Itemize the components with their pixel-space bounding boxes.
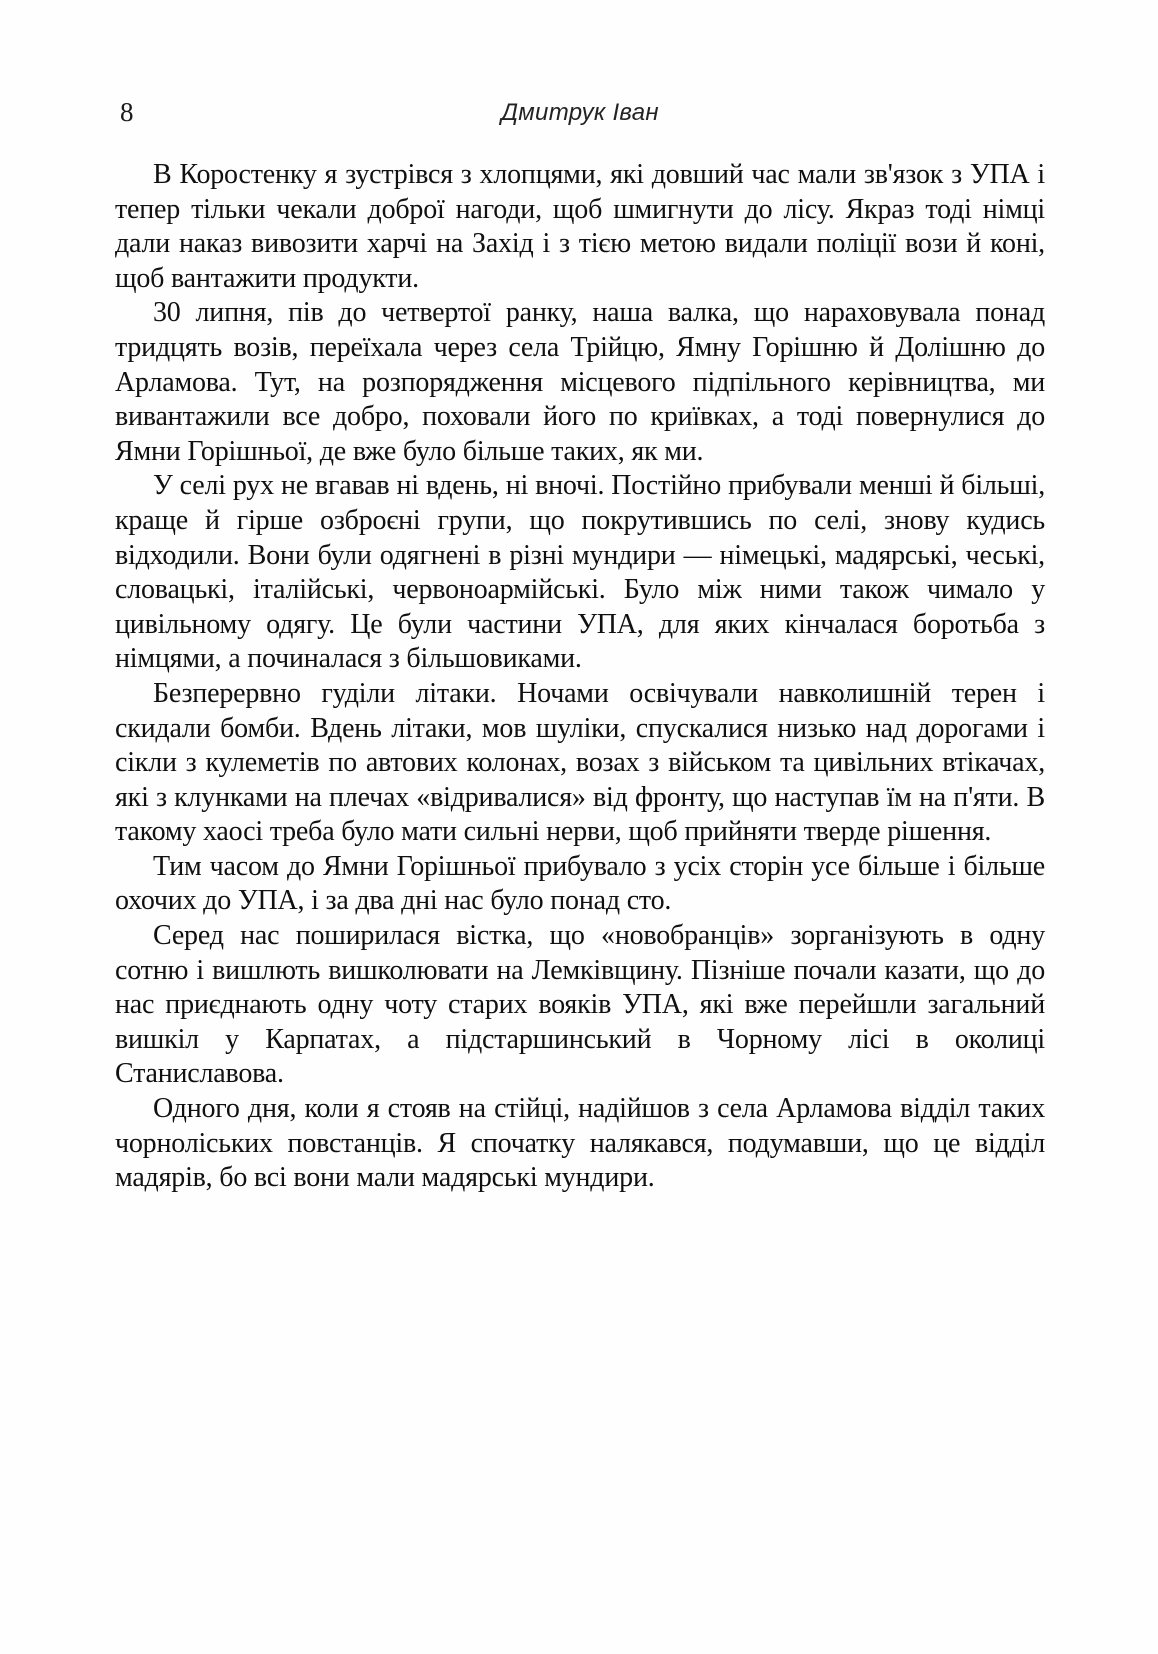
paragraph: 30 липня, пів до четвертої ранку, наша валка, що нараховувала понад тридцять возів, переїхала через села Трійцю, Ямну Горішню й Долішню до Арламова. Тут, на розпорядження місцевого підпільного керівництва, ми вивантажили все добро, поховали його по криївках, а тоді повернулися до Ямни Горішньої, де вже було більше таких, як ми. [115, 297, 1045, 467]
page-body-text [115, 158, 1045, 1196]
page-header [115, 96, 1045, 132]
running-header-author: Дмитрук Іван [501, 99, 659, 126]
paragraph: Безперервно гуділи літаки. Ночами освічували навколишній терен і скидали бомби. Вдень літаки, мов шуліки, спускалися низько над дорогами і сікли з кулеметів по автових колонах, возах з військом та цивільних втікачах, які з клунками на плечах «відривалися» від фронту, що наступав їм на п'яти. В такому хаосі треба було мати сильні нерви, щоб прийняти тверде рішення. [115, 677, 1045, 848]
paragraph: Серед нас поширилася вістка, що «новобранців» зорганізують в одну сотню і вишлють вишколювати на Лемківщину. Пізніше почали казати, що до нас приєднають одну чоту старих вояків УПА, які вже перейшли загальний вишкіл у Карпатах, а підстаршинський в Чорному лісі в околиці Станиславова. [115, 920, 1045, 1090]
paragraph: Одного дня, коли я стояв на стійці, надійшов з села Арламова відділ таких чорноліських повстанців. Я спочатку налякався, подумавши, що це відділ мадярів, бо всі вони мали мадярські мундири. [115, 1093, 1045, 1194]
page-number: 8 [120, 97, 134, 127]
paragraph: У селі рух не вгавав ні вдень, ні вночі. Постійно прибували менші й більші, краще й гірше озброєні групи, що покрутившись по селі, знову кудись відходили. Вони були одягнені в різні мундири — німецькі, мадярські, чеські, словацькі, італійські, червоноармійські. Було між ними також чимало у цивільному одягу. Це були частини УПА, для яких кінчалася боротьба з німцями, а починалася з більшовиками. [115, 470, 1045, 675]
paragraph: В Коростенку я зустрівся з хлопцями, які довший час мали зв'язок з УПА і тепер тільки чекали доброї нагоди, щоб шмигнути до лісу. Якраз тоді німці дали наказ вивозити харчі на Захід і з тією метою видали поліції вози й коні, щоб вантажити продукти. [115, 159, 1045, 294]
paragraph: Тим часом до Ямни Горішньої прибувало з усіх сторін усе більше і більше охочих до УПА, і за два дні нас було понад сто. [115, 850, 1045, 917]
